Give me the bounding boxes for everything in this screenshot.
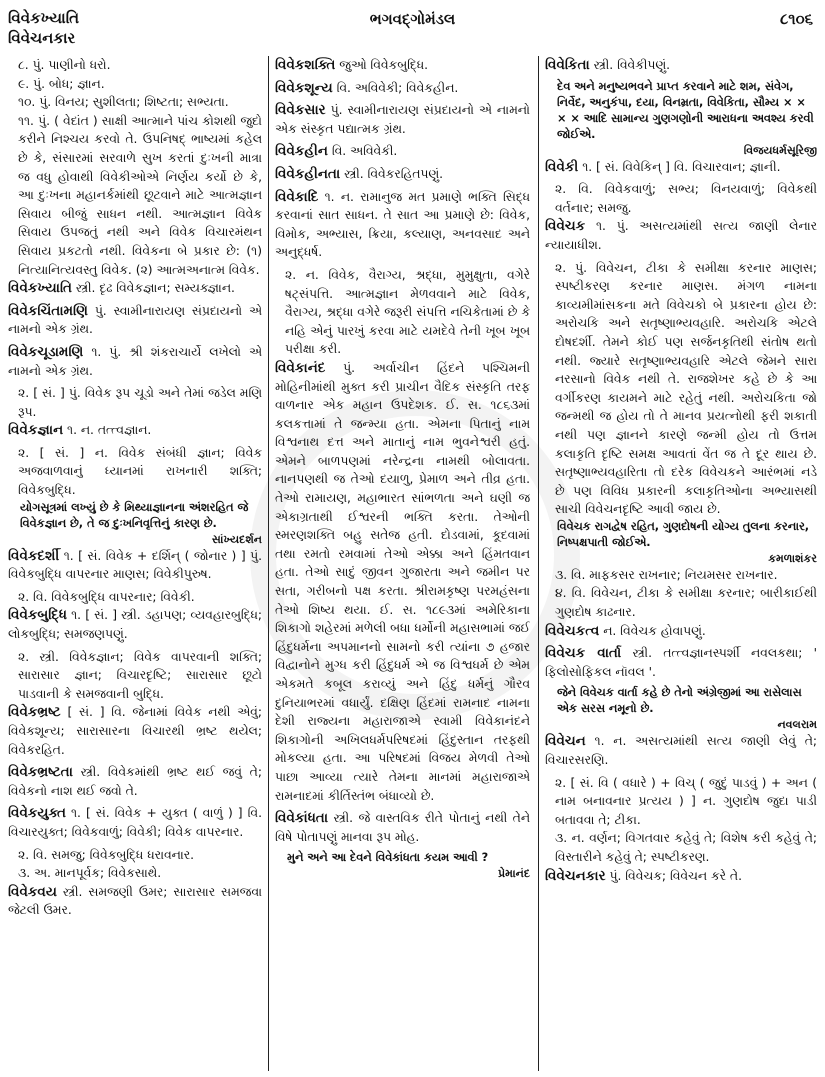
guide-word-first: વિવેકખ્યાતિ [8, 9, 80, 27]
dictionary-entry [8, 343, 262, 380]
entry-headword: વિવેકસાર [275, 102, 326, 119]
sense-line: ૨. વિ. વિવેકબુદ્ધિ વાપરનાર; વિવેકી. [18, 589, 195, 604]
entry-headword: વિવેકદર્શી [8, 547, 60, 564]
entry-headword: વિવેકજ્ઞાન [8, 422, 64, 439]
sense-line: ૮. પું. પાણીનો ધરો. [18, 58, 111, 72]
dictionary-entry [275, 359, 530, 805]
entry-definition: ૧. પું. અસત્યમાંથી સત્ય જાણી લેનાર ન્યાયાધીશ. [545, 219, 817, 252]
dictionary-entry [8, 804, 262, 841]
page-header [0, 8, 825, 48]
quotation: મુને અને આ દેવને વિવેકાંધતા કયમ આવી ? [287, 851, 489, 865]
dictionary-entry [545, 732, 817, 769]
entry-definition: પું. અર્વાચીન હિંદને પશ્ચિમની મોહિનીમાંથી મુક્ત કરી પ્રાચીન વૈદિક સંસ્કૃતિ તરફ વાળનાર એક મહાન ઉપદેશક. ઈ. સ. ૧૮૬૩માં કલકત્તામાં તે જન્મ્યા હતા. એમના પિતાનું નામ વિશ્વનાથ દત્ત અને માતાનું નામ ભુવનેશ્વરી હતું. એમને બાળપણમાં નરેન્દ્રના નામથી બોલાવતા. નાનપણથી જ તેઓ દયાળુ, પ્રેમાળ અને તીવ્ર હતા. તેઓ રામાયણ, મહાભારત સાંભળતા અને ઘણી જ એકાગ્રતાથી ઈશ્વરની ભક્તિ કરતા. તેઓની સ્મરણશક્તિ બહુ સતેજ હતી. દોડવામાં, કૂદવામાં તથા રમતો રમવામાં તેઓ એક્કા અને હિંમતવાન હતા. તેઓ સાદું જીવન ગુજારતા અને જમીન પર સતા, ગરીબનો પક્ષ કરતા. શ્રીરામકૃષ્ણ પરમહંસના તેઓ શિષ્ય થયા. ઈ. સ. ૧૮૯૩માં અમેરિકાના શિકાગો શહેરમાં મળેલી બધા ધર્મોની મહાસભામાં જઈ હિંદુધર્મના અપમાનનો સામનો કરી ત્યાંના ૭ હજાર વિદ્વાનોને મુગ્ધ કરી હિંદુધર્મ એ જ વિશ્વધર્મ છે એમ એકમતે કબૂલ કરાવ્યું અને હિંદુ ધર્મનું ગૌરવ દુનિયાભરમાં વધાર્યું. દક્ષિણ હિંદમાં રામનાદ નામના દેશી રાજ્યના મહારાજાએ સ્વામી વિવેકાનંદને શિકાગોની અખિલધર્મપરિષદમાં હિંદુસ્તાન તરફથી મોકલ્યા હતા. આ પરિષદમાં વિજય મેળવી તેઓ પાછા આવ્યા ત્યારે તેમના માનમાં મહારાજાએ રામનાદમાં કીર્તિસ્તંભ બંધાવ્યો છે. [275, 360, 530, 803]
entry-definition: પું. વિવેચક; વિવેચન કરે તે. [609, 868, 742, 883]
entry-headword: વિવેકબુદ્ધિ [8, 607, 67, 624]
entry-headword: વિવેચક વાર્તા [545, 645, 622, 662]
entry-headword: વિવેકશક્તિ [275, 57, 336, 73]
sense-line: ૨. વિ. વિવેકવાળું; સભ્ય; વિનયવાળું; વિવેકથી વર્તનાર; સમજુ. [555, 182, 817, 215]
dictionary-entry [275, 56, 530, 75]
sense-line: ૨. વિ. સમજુ; વિવેકબુદ્ધિ ધરાવનાર. [18, 847, 195, 862]
guide-word-last: વિવેચનકાર [8, 29, 76, 47]
sense-line: ૩. વિ. માફકસર રાખનાર; નિયમસર રાખનાર. [555, 567, 778, 582]
entry-headword: વિવેચક [545, 218, 586, 235]
entry-headword: વિવેકવય [8, 883, 57, 900]
sense-line: ૧૧. પું. ( વેદાંત ) સાક્ષી આત્માને પાંચ કોશથી જુદો કરીને નિશ્ચય કરવો તે. ઉપનિષદ્ ભાષ્યમાં કહેલ છે કે, સંસારમાં સરવાળે સુખ કરતાં દુઃખની માત્રા જ વધુ હોવાથી વિવેકીઓએ નિર્ણય કર્યો છે કે, આ દુઃખના મહાનર્કમાંથી છૂટવાને માટે આત્મજ્ઞાન સિવાય બીજું સાધન નથી. આત્મજ્ઞાન વિવેક સિવાય ઉપજતું નથી અને વિવેક વિચારમંથન સિવાય પ્રકટતો નથી. વિવેકના બે પ્રકાર છે: (૧) નિત્યાનિત્યવસ્તુ વિવેક. (૨) આત્મઅનાત્મ વિવેક. [18, 113, 262, 277]
entry-definition: ૧. પું. શ્રી શંકરાચાર્યે લખેલો એ નામનો એક ગ્રંથ. [8, 344, 262, 378]
entry-definition: ૧. [ સં. વિવેકિન્ ] વિ. વિચારવાન; જ્ઞાની. [582, 159, 781, 174]
dictionary-entry [8, 421, 262, 440]
entry-headword: વિવેકશૂન્ય [275, 79, 333, 96]
entry-headword: વિવેકાંધતા [275, 810, 329, 827]
dictionary-entry [545, 217, 817, 254]
dictionary-entry [8, 302, 262, 339]
sense-line: ૨. [ સં. ] ન. વિવેક સંબંધી જ્ઞાન; વિવેક અજવાળવાનું ધ્યાનમાં રાખનારી શક્તિ; વિવેકબુદ્ધિ. [18, 445, 262, 498]
quotation: વિવેચક રાગદ્વેષ રહિત, ગુણદોષની યોગ્ય તુલના કરનાર, નિષ્પક્ષપાતી જોઈએ. [557, 519, 810, 549]
entry-headword: વિવેકિતા [545, 57, 590, 73]
column-divider [268, 56, 269, 1071]
entry-headword: વિવેકાદિ [275, 188, 319, 205]
sense-line: ૯. પું. બોધ; જ્ઞાન. [18, 76, 105, 91]
dictionary-entry [275, 809, 530, 846]
dictionary-entry [545, 644, 817, 681]
column-3 [545, 56, 817, 1071]
entry-headword: વિવેચકત્વ [545, 622, 600, 639]
entry-definition: વિ. અવિવેકી; વિવેકહીન. [336, 80, 459, 95]
dictionary-entry [545, 158, 817, 177]
citation-source: વિજયધર્મસૂરિજી [743, 143, 817, 157]
sense-line: ૩. ન. વર્ણન; વિગતવાર કહેવું તે; વિશેષ કરી કહેવું તે; વિસ્તારીને કહેવું તે; સ્પષ્ટીકરણ. [555, 831, 817, 864]
sense-line: ૨. [ સં. ] પું. વિવેક રૂપ ચૂડો અને તેમાં જડેલ મણિ રૂપ. [18, 386, 262, 419]
page-number: ૮૧૦૬ [779, 10, 813, 28]
entry-headword: વિવેકયુક્ત [8, 805, 66, 822]
dictionary-entry [8, 279, 262, 298]
entry-definition: ૧. [ સં. ] સ્ત્રી. ડહાપણ; વ્યવહારબુદ્ધિ; લોકબુદ્ધિ; સમજણપણું. [8, 608, 262, 642]
column-divider [538, 56, 539, 1071]
dictionary-entry [545, 622, 817, 641]
entry-headword: વિવેકભ્રષ્ટતા [8, 764, 73, 781]
sense-line: ૩. અ. માનપૂર્વક; વિવેકસાથે. [18, 866, 162, 881]
entry-definition: સ્ત્રી. તત્ત્વજ્ઞાનસ્પર્શી નવલકથા; ' ફિલોસોફિકલ નૉવલ '. [545, 646, 817, 679]
entry-definition: જુઓ વિવેકબુદ્ધિ. [339, 58, 429, 72]
sense-line: ૨. પું. વિવેચન, ટીકા કે સમીક્ષા કરનાર માણસ; સ્પષ્ટીકરણ કરનાર માણસ. મંગળ નામના કાવ્યમીમાંસકના મતે વિવેચકો બે પ્રકારના હોય છે: અરોચકિ અને સતૃષ્ણાભ્યવહારિ. અરોચકિ એટલે દોષદર્શી. તેમને કોઈ પણ સર્જનકૃતિથી સંતોષ થતો નથી. જ્યારે સતૃષ્ણાભ્યવહારિ એટલે જેમને સારા નરસાનો વિવેક નથી તે. રાજશેખર કહે છે કે આ વર્ગીકરણ કાયમને માટે રહેતું નથી. અરોચકિતા જો જન્મથી જ હોય તો તે માનવ પ્રયત્નોથી ફરી શકાતી નથી પણ જ્ઞાનને કારણે જન્મી હોય તો ઉત્તમ કલાકૃતિ દૃષ્ટિ સમક્ષ આવતાં વેંત જ તે દૂર થાય છે. સતૃષ્ણાભ્યવહારિતા તો દરેક વિવેચકને આરંભમાં નડે છે પણ વિવિધ પ્રકારની કલાકૃતિઓના અભ્યાસથી સાચી વિવેચનદૃષ્ટિ આવી જાય છે. [555, 260, 817, 517]
dictionary-entry [275, 101, 530, 138]
sense-line: ૨. ન. વિવેક, વૈરાગ્ય, શ્રદ્ધા, મુમુક્ષુતા, વગેરે ષટ્સંપત્તિ. આત્મજ્ઞાન મેળવવાને માટે વિવેક, વૈરાગ્ય, શ્રદ્ધા વગેરે જરૂરી સંપત્તિ નચિકેતામાં છે કે નહિ એનું પારખું કરવા માટે યમદેવે તેની ખૂબ ખૂબ પરીક્ષા કરી. [285, 267, 530, 357]
entry-definition: ૧. [ સં. વિવેક + યુક્ત ( વાળું ) ] વિ. વિચારયુક્ત; વિવેકવાળું; વિવેકી; વિવેક વાપરનાર. [8, 806, 262, 839]
dictionary-entry [8, 547, 262, 584]
citation-source: કમળાશંકર [768, 551, 817, 565]
guide-words [8, 8, 79, 48]
dictionary-entry [8, 763, 262, 800]
dictionary-entry [8, 703, 262, 759]
quotation: યોગસૂત્રમાં લખ્યું છે કે મિથ્યાજ્ઞાનના અંશરહિત જે વિવેકજ્ઞાન છે, તે જ દુઃખનિવૃત્તિનું કારણ છે. [20, 500, 249, 530]
entry-definition: ન. વિવેચક હોવાપણું. [603, 623, 706, 638]
citation-source: પ્રેમાનંદ [498, 867, 530, 881]
sense-line: ૪. વિ. વિવેચન, ટીકા કે સમીક્ષા કરનાર; બારીકાઈથી ગુણદોષ કાઢનાર. [555, 586, 817, 620]
dictionary-entry [275, 188, 530, 262]
entry-definition: ૧. [ સં. વિવેક + દર્શિન્ ( જોનાર ) ] પું. વિવેકબુદ્ધિ વાપરનાર માણસ; વિવેકીપુરુષ. [8, 548, 262, 582]
sense-line: ૨. સ્ત્રી. વિવેકજ્ઞાન; વિવેક વાપરવાની શક્તિ; સારાસાર જ્ઞાન; વિચારદૃષ્ટિ; સારાસાર છૂટો પાડવાની કે સમજવાની બુદ્ધિ. [18, 649, 262, 701]
dictionary-entry [8, 606, 262, 643]
page-title: ભગવદ્ગોમંડલ [369, 10, 456, 28]
citation-source: નવલરામ [777, 718, 817, 732]
entry-definition: પું. સ્વામીનારાયણ સંપ્રદાયનો એ નામનો એક ગ્રંથ. [8, 303, 262, 337]
entry-definition: પું. સ્વામીનારાયણ સંપ્રદાયનો એ નામનો એક સંસ્કૃત પદ્યાત્મક ગ્રંથ. [275, 103, 530, 136]
entry-definition: સ્ત્રી. સમજણી ઉમર; સારાસાર સમજવા જેટલી ઉમર. [8, 884, 262, 918]
entry-definition: [ સં. ] વિ. જેનામાં વિવેક નથી એવું; વિવેકશૂન્ય; સારાસારના વિચારથી ભ્રષ્ટ થયેલ; વિવેકરહિત. [8, 705, 262, 757]
entry-definition: સ્ત્રી. જે વાસ્તવિક રીતે પોતાનું નથી તેને વિષે પોતાપણું માનવા રૂપ મોહ. [275, 811, 530, 844]
dictionary-entry [545, 867, 817, 886]
entry-definition: વિ. અવિવેકી. [331, 144, 398, 159]
entry-headword: વિવેકચૂડામણિ [8, 343, 84, 360]
quotation: જેને વિવેચક વાર્તા કહે છે તેનો અંગ્રેજીમાં આ રાસેલાસ એક સરસ નમૂનો છે. [557, 686, 802, 716]
entry-definition: ૧. ન. તત્ત્વજ્ઞાન. [67, 423, 152, 438]
entry-headword: વિવેચન [545, 733, 586, 750]
citation-source: સાંખ્યદર્શન [211, 532, 262, 546]
dictionary-entry [275, 142, 530, 161]
column-2 [275, 56, 530, 1071]
entry-definition: સ્ત્રી. વિવેકરહિતપણું. [344, 166, 443, 181]
dictionary-entry [8, 883, 262, 920]
dictionary-entry [275, 79, 530, 98]
entry-headword: વિવેકહીનતા [275, 165, 341, 182]
quotation: દેવ અને મનુષ્યભવને પ્રાપ્ત કરવાને માટે શમ, સંવેગ, નિર્વેદ, અનુકંપા, દયા, વિનમ્રતા, વિવેકિતા, સૌમ્ય × × × × આદિ સામાન્ય ગુણગણોની આરાધના અવશ્ય કરવી જોઈએ. [557, 79, 814, 141]
dictionary-entry [545, 56, 817, 75]
column-1 [8, 56, 262, 1071]
sense-line: ૨. [ સં. વિ ( વધારે ) + વિચ્ ( જુદું પાડવું ) + અન ( નામ બનાવનાર પ્રત્યય ) ] ન. ગુણદોષ જુદા પાડી બતાવવા તે; ટીકા. [555, 775, 817, 827]
entry-headword: વિવેકભ્રષ્ટ [8, 704, 61, 721]
entry-headword: વિવેકહીન [275, 143, 328, 160]
entry-headword: વિવેચનકાર [545, 867, 606, 884]
entry-headword: વિવેકખ્યાતિ [8, 280, 72, 297]
entry-definition: ૧. ન. રામાનુજ મત પ્રમાણે ભક્તિ સિદ્ધ કરવાનાં સાત સાધન. તે સાત આ પ્રમાણે છે: વિવેક, વિમોક, અભ્યાસ, ક્રિયા, કલ્યાણ, અનવસાદ અને અનુદ્ધર્ષ. [275, 189, 530, 260]
entry-headword: વિવેકચિંતામણિ [8, 302, 88, 319]
entry-definition: સ્ત્રી. વિવેકીપણું. [593, 58, 670, 72]
entry-definition: ૧. ન. અસત્યમાંથી સત્ય જાણી લેવું તે; વિચારસરણિ. [545, 734, 817, 768]
dictionary-entry [275, 165, 530, 184]
entry-headword: વિવેકી [545, 158, 579, 175]
entry-definition: સ્ત્રી. વિવેકમાંથી ભ્રષ્ટ થઈ જવું તે; વિવેકનો નાશ થઈ જવો તે. [8, 765, 262, 798]
sense-line: ૧૦. પું. વિનય; સુશીલતા; શિષ્ટતા; સભ્યતા. [18, 95, 229, 110]
entry-definition: સ્ત્રી. દૃઢ વિવેકજ્ઞાન; સમ્યક્જ્ઞાન. [75, 281, 235, 296]
entry-headword: વિવેકાનંદ [275, 359, 326, 376]
